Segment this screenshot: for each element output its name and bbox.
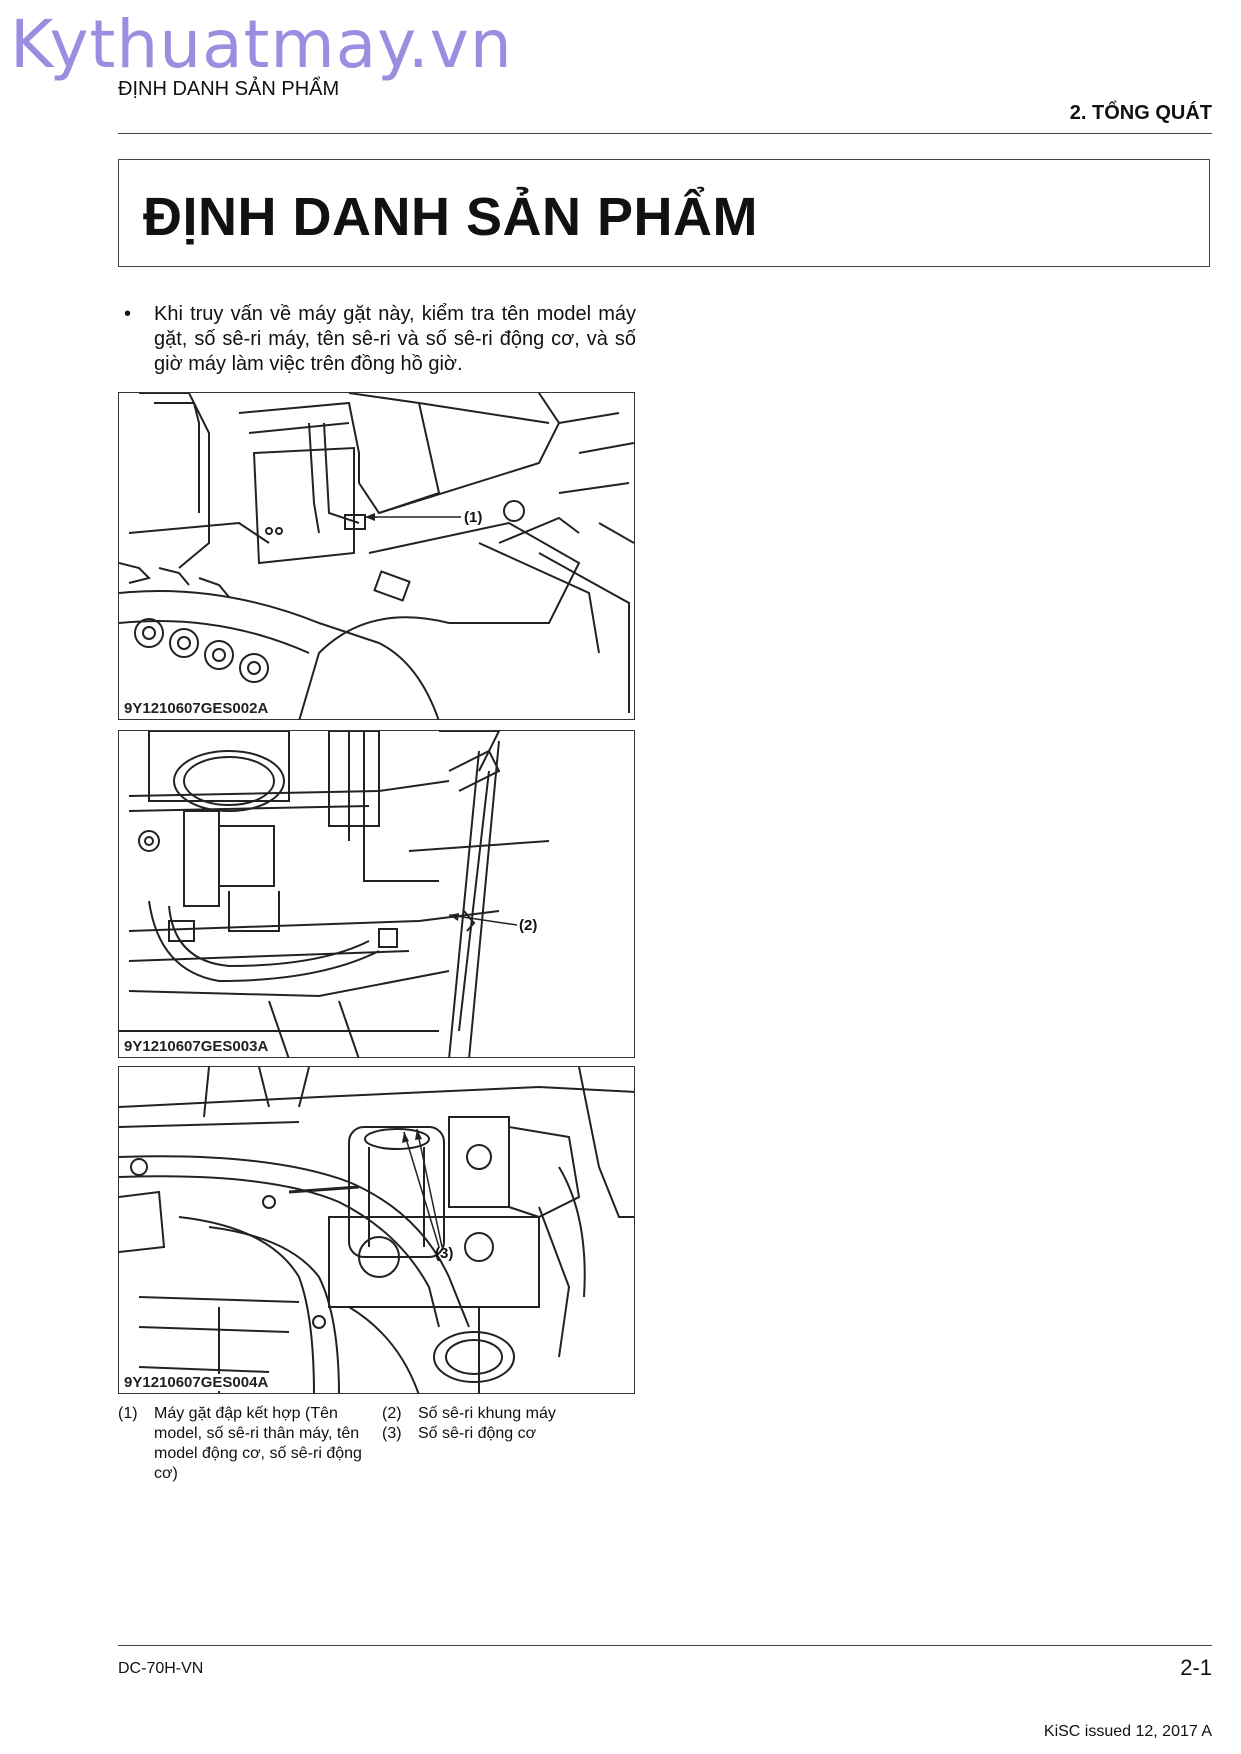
legend-text: Máy gặt đập kết hợp (Tên model, số sê-ri thân máy, tên model động cơ, số sê-ri động cơ)	[154, 1405, 362, 1482]
footer-doc-code: DC-70H-VN	[118, 1660, 204, 1677]
legend-number: (2)	[382, 1405, 402, 1422]
figure-code-3: 9Y1210607GES004A	[124, 1374, 269, 1391]
bullet-item	[124, 302, 636, 377]
legend-item-1	[118, 1404, 380, 1484]
legend-item-3	[382, 1424, 642, 1444]
figure-harvester-exterior	[118, 392, 635, 720]
watermark: Kythuatmay.vn	[10, 6, 513, 83]
bullet-symbol: •	[124, 303, 132, 325]
legend-number: (3)	[382, 1425, 402, 1442]
title-box	[118, 159, 1210, 267]
header-divider	[118, 133, 1212, 134]
legend-column-2	[382, 1404, 642, 1444]
page-title: ĐỊNH DANH SẢN PHẨM	[143, 187, 758, 247]
legend-number: (1)	[118, 1405, 138, 1422]
figure-callout-3: (3)	[435, 1245, 454, 1262]
legend-item-2	[382, 1404, 642, 1424]
figure-code-2: 9Y1210607GES003A	[124, 1038, 269, 1055]
legend-text: Số sê-ri động cơ	[418, 1425, 537, 1442]
figure-callout-2: (2)	[519, 917, 538, 934]
footer-page-number: 2-1	[1180, 1655, 1212, 1680]
figure-engine-serial	[118, 1066, 635, 1394]
frame-serial-drawing	[119, 731, 635, 1058]
footer-issued: KiSC issued 12, 2017 A	[1043, 1723, 1212, 1740]
bullet-text: Khi truy vấn về máy gặt này, kiểm tra tên model máy gặt, số sê-ri máy, tên sê-ri và số sê-ri động cơ, và số giờ máy làm việc trên đồng hồ giờ.	[154, 303, 636, 375]
footer-divider	[118, 1645, 1212, 1646]
legend-text: Số sê-ri khung máy	[418, 1405, 556, 1422]
engine-serial-drawing	[119, 1067, 635, 1394]
harvester-exterior-drawing	[119, 393, 635, 720]
figure-frame-serial	[118, 730, 635, 1058]
figure-code-1: 9Y1210607GES002A	[124, 700, 269, 717]
figure-callout-1: (1)	[464, 509, 483, 526]
header-section-left: ĐỊNH DANH SẢN PHẨM	[118, 78, 340, 100]
header-section-right: 2. TỔNG QUÁT	[1069, 102, 1212, 124]
